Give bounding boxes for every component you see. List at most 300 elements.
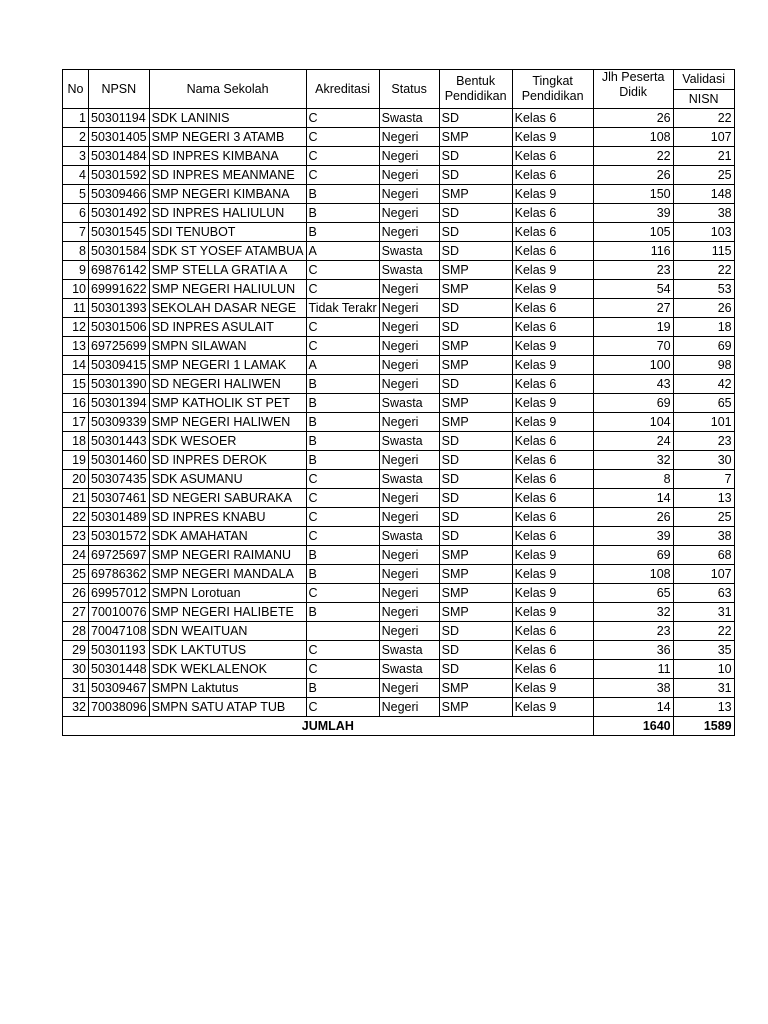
cell-jlh-peserta-didik: 70 [593, 337, 673, 356]
cell-tingkat-pendidikan: Kelas 6 [512, 242, 593, 261]
cell-nisn: 38 [673, 204, 734, 223]
table-row [63, 356, 735, 375]
cell-bentuk-pendidikan: SD [439, 223, 512, 242]
cell-no: 3 [63, 147, 89, 166]
cell-bentuk-pendidikan: SD [439, 109, 512, 128]
cell-nama-sekolah: SDK WEKLALENOK [149, 660, 306, 679]
cell-no: 22 [63, 508, 89, 527]
cell-npsn: 50309339 [89, 413, 150, 432]
cell-nisn: 42 [673, 375, 734, 394]
cell-tingkat-pendidikan: Kelas 6 [512, 622, 593, 641]
cell-nama-sekolah: SMP NEGERI HALIULUN [149, 280, 306, 299]
cell-nama-sekolah: SMP NEGERI HALIBETE [149, 603, 306, 622]
cell-akreditasi: C [306, 660, 379, 679]
cell-akreditasi: B [306, 185, 379, 204]
cell-akreditasi: C [306, 318, 379, 337]
cell-bentuk-pendidikan: SD [439, 622, 512, 641]
cell-bentuk-pendidikan: SD [439, 508, 512, 527]
cell-no: 11 [63, 299, 89, 318]
table-row [63, 299, 735, 318]
cell-status: Swasta [379, 261, 439, 280]
cell-no: 17 [63, 413, 89, 432]
cell-tingkat-pendidikan: Kelas 6 [512, 223, 593, 242]
cell-bentuk-pendidikan: SD [439, 242, 512, 261]
cell-bentuk-pendidikan: SD [439, 166, 512, 185]
cell-status: Negeri [379, 622, 439, 641]
cell-jlh-peserta-didik: 69 [593, 546, 673, 565]
cell-nama-sekolah: SMPN SILAWAN [149, 337, 306, 356]
cell-jlh-peserta-didik: 116 [593, 242, 673, 261]
cell-npsn: 50301394 [89, 394, 150, 413]
cell-bentuk-pendidikan: SMP [439, 261, 512, 280]
cell-npsn: 50301193 [89, 641, 150, 660]
cell-nama-sekolah: SMPN SATU ATAP TUB [149, 698, 306, 717]
cell-nama-sekolah: SD INPRES MEANMANE [149, 166, 306, 185]
cell-npsn: 50301572 [89, 527, 150, 546]
table-row [63, 242, 735, 261]
cell-nama-sekolah: SDK LANINIS [149, 109, 306, 128]
cell-nama-sekolah: SD INPRES KIMBANA [149, 147, 306, 166]
table-row [63, 470, 735, 489]
table-row [63, 546, 735, 565]
cell-nama-sekolah: SDK WESOER [149, 432, 306, 451]
cell-nama-sekolah: SD INPRES DEROK [149, 451, 306, 470]
table-row [63, 565, 735, 584]
cell-nama-sekolah: SDK ST YOSEF ATAMBUA [149, 242, 306, 261]
cell-bentuk-pendidikan: SMP [439, 128, 512, 147]
cell-npsn: 70038096 [89, 698, 150, 717]
cell-tingkat-pendidikan: Kelas 6 [512, 451, 593, 470]
cell-nisn: 23 [673, 432, 734, 451]
cell-bentuk-pendidikan: SD [439, 527, 512, 546]
cell-bentuk-pendidikan: SMP [439, 337, 512, 356]
cell-no: 4 [63, 166, 89, 185]
cell-status: Negeri [379, 508, 439, 527]
cell-bentuk-pendidikan: SD [439, 489, 512, 508]
cell-no: 30 [63, 660, 89, 679]
cell-nisn: 53 [673, 280, 734, 299]
total-jlh-peserta-didik: 1640 [593, 717, 673, 736]
cell-nisn: 25 [673, 166, 734, 185]
cell-bentuk-pendidikan: SD [439, 660, 512, 679]
cell-nisn: 13 [673, 489, 734, 508]
header-nama-sekolah: Nama Sekolah [149, 70, 306, 109]
cell-status: Negeri [379, 185, 439, 204]
cell-nisn: 7 [673, 470, 734, 489]
cell-npsn: 50301405 [89, 128, 150, 147]
cell-status: Negeri [379, 223, 439, 242]
cell-nisn: 107 [673, 565, 734, 584]
header-no: No [63, 70, 89, 109]
cell-status: Swasta [379, 470, 439, 489]
cell-nisn: 65 [673, 394, 734, 413]
table-row [63, 394, 735, 413]
cell-bentuk-pendidikan: SD [439, 470, 512, 489]
cell-status: Negeri [379, 451, 439, 470]
cell-bentuk-pendidikan: SMP [439, 413, 512, 432]
cell-npsn: 70047108 [89, 622, 150, 641]
cell-npsn: 69876142 [89, 261, 150, 280]
cell-nisn: 31 [673, 679, 734, 698]
cell-no: 7 [63, 223, 89, 242]
cell-jlh-peserta-didik: 69 [593, 394, 673, 413]
table-row [63, 679, 735, 698]
cell-tingkat-pendidikan: Kelas 6 [512, 318, 593, 337]
cell-nama-sekolah: SDN WEAITUAN [149, 622, 306, 641]
cell-status: Negeri [379, 337, 439, 356]
cell-tingkat-pendidikan: Kelas 9 [512, 546, 593, 565]
cell-jlh-peserta-didik: 39 [593, 204, 673, 223]
cell-nisn: 101 [673, 413, 734, 432]
cell-akreditasi: Tidak Terakr [306, 299, 379, 318]
table-row [63, 660, 735, 679]
cell-nisn: 98 [673, 356, 734, 375]
cell-nisn: 22 [673, 622, 734, 641]
cell-nisn: 13 [673, 698, 734, 717]
cell-tingkat-pendidikan: Kelas 9 [512, 261, 593, 280]
cell-status: Swasta [379, 660, 439, 679]
cell-bentuk-pendidikan: SMP [439, 356, 512, 375]
cell-akreditasi: C [306, 470, 379, 489]
cell-bentuk-pendidikan: SD [439, 641, 512, 660]
cell-akreditasi: A [306, 242, 379, 261]
cell-nama-sekolah: SMP STELLA GRATIA A [149, 261, 306, 280]
table-row [63, 641, 735, 660]
cell-tingkat-pendidikan: Kelas 6 [512, 508, 593, 527]
cell-status: Negeri [379, 413, 439, 432]
cell-nisn: 63 [673, 584, 734, 603]
cell-npsn: 69957012 [89, 584, 150, 603]
cell-status: Negeri [379, 489, 439, 508]
cell-nisn: 103 [673, 223, 734, 242]
cell-akreditasi: C [306, 641, 379, 660]
header-row [63, 70, 735, 90]
table-row [63, 337, 735, 356]
cell-jlh-peserta-didik: 23 [593, 261, 673, 280]
cell-nama-sekolah: SD INPRES ASULAIT [149, 318, 306, 337]
cell-nisn: 35 [673, 641, 734, 660]
cell-no: 13 [63, 337, 89, 356]
cell-npsn: 50301194 [89, 109, 150, 128]
cell-status: Negeri [379, 565, 439, 584]
cell-npsn: 50301545 [89, 223, 150, 242]
total-row [63, 717, 735, 736]
cell-nisn: 115 [673, 242, 734, 261]
cell-akreditasi: C [306, 508, 379, 527]
cell-tingkat-pendidikan: Kelas 6 [512, 660, 593, 679]
cell-bentuk-pendidikan: SMP [439, 565, 512, 584]
cell-tingkat-pendidikan: Kelas 9 [512, 584, 593, 603]
cell-akreditasi [306, 622, 379, 641]
cell-akreditasi: C [306, 527, 379, 546]
cell-akreditasi: C [306, 261, 379, 280]
cell-tingkat-pendidikan: Kelas 6 [512, 299, 593, 318]
cell-tingkat-pendidikan: Kelas 9 [512, 337, 593, 356]
cell-tingkat-pendidikan: Kelas 9 [512, 280, 593, 299]
cell-bentuk-pendidikan: SD [439, 451, 512, 470]
cell-no: 19 [63, 451, 89, 470]
cell-no: 27 [63, 603, 89, 622]
cell-jlh-peserta-didik: 24 [593, 432, 673, 451]
header-nisn: NISN [673, 90, 734, 109]
cell-nama-sekolah: SD NEGERI SABURAKA [149, 489, 306, 508]
cell-tingkat-pendidikan: Kelas 9 [512, 128, 593, 147]
cell-no: 5 [63, 185, 89, 204]
cell-nama-sekolah: SDK ASUMANU [149, 470, 306, 489]
table-row [63, 261, 735, 280]
cell-bentuk-pendidikan: SD [439, 147, 512, 166]
cell-tingkat-pendidikan: Kelas 9 [512, 356, 593, 375]
cell-akreditasi: C [306, 584, 379, 603]
cell-bentuk-pendidikan: SD [439, 375, 512, 394]
header-tingkat-pendidikan: Tingkat Pendidikan [512, 70, 593, 109]
table-body [63, 109, 735, 717]
cell-jlh-peserta-didik: 23 [593, 622, 673, 641]
cell-status: Negeri [379, 584, 439, 603]
cell-status: Negeri [379, 166, 439, 185]
cell-tingkat-pendidikan: Kelas 6 [512, 166, 593, 185]
cell-akreditasi: C [306, 280, 379, 299]
cell-tingkat-pendidikan: Kelas 9 [512, 413, 593, 432]
cell-npsn: 50307435 [89, 470, 150, 489]
cell-tingkat-pendidikan: Kelas 6 [512, 147, 593, 166]
cell-nisn: 68 [673, 546, 734, 565]
cell-no: 9 [63, 261, 89, 280]
cell-no: 6 [63, 204, 89, 223]
cell-tingkat-pendidikan: Kelas 6 [512, 204, 593, 223]
cell-npsn: 50307461 [89, 489, 150, 508]
cell-bentuk-pendidikan: SMP [439, 698, 512, 717]
cell-npsn: 69725697 [89, 546, 150, 565]
cell-status: Swasta [379, 109, 439, 128]
cell-npsn: 50301460 [89, 451, 150, 470]
cell-npsn: 50301489 [89, 508, 150, 527]
cell-tingkat-pendidikan: Kelas 6 [512, 432, 593, 451]
cell-npsn: 50301492 [89, 204, 150, 223]
cell-status: Negeri [379, 356, 439, 375]
table-row [63, 584, 735, 603]
cell-npsn: 70010076 [89, 603, 150, 622]
cell-jlh-peserta-didik: 108 [593, 565, 673, 584]
cell-no: 20 [63, 470, 89, 489]
header-npsn: NPSN [89, 70, 150, 109]
cell-nisn: 107 [673, 128, 734, 147]
cell-npsn: 50301484 [89, 147, 150, 166]
cell-akreditasi: B [306, 394, 379, 413]
cell-no: 15 [63, 375, 89, 394]
cell-npsn: 69991622 [89, 280, 150, 299]
cell-status: Negeri [379, 147, 439, 166]
cell-nisn: 18 [673, 318, 734, 337]
cell-bentuk-pendidikan: SD [439, 432, 512, 451]
cell-jlh-peserta-didik: 19 [593, 318, 673, 337]
cell-npsn: 50301506 [89, 318, 150, 337]
cell-nama-sekolah: SDI TENUBOT [149, 223, 306, 242]
cell-jlh-peserta-didik: 36 [593, 641, 673, 660]
cell-status: Negeri [379, 679, 439, 698]
cell-no: 12 [63, 318, 89, 337]
cell-no: 10 [63, 280, 89, 299]
cell-no: 24 [63, 546, 89, 565]
cell-nisn: 21 [673, 147, 734, 166]
cell-jlh-peserta-didik: 26 [593, 109, 673, 128]
cell-no: 8 [63, 242, 89, 261]
cell-nama-sekolah: SMPN Laktutus [149, 679, 306, 698]
cell-nisn: 26 [673, 299, 734, 318]
cell-jlh-peserta-didik: 22 [593, 147, 673, 166]
cell-jlh-peserta-didik: 105 [593, 223, 673, 242]
cell-npsn: 50301584 [89, 242, 150, 261]
cell-jlh-peserta-didik: 108 [593, 128, 673, 147]
table-row [63, 109, 735, 128]
cell-tingkat-pendidikan: Kelas 9 [512, 394, 593, 413]
table-row [63, 375, 735, 394]
cell-status: Swasta [379, 432, 439, 451]
cell-tingkat-pendidikan: Kelas 9 [512, 679, 593, 698]
cell-akreditasi: C [306, 166, 379, 185]
table-row [63, 204, 735, 223]
cell-jlh-peserta-didik: 54 [593, 280, 673, 299]
cell-no: 28 [63, 622, 89, 641]
cell-tingkat-pendidikan: Kelas 9 [512, 565, 593, 584]
cell-status: Negeri [379, 280, 439, 299]
cell-no: 26 [63, 584, 89, 603]
cell-bentuk-pendidikan: SMP [439, 584, 512, 603]
cell-status: Negeri [379, 698, 439, 717]
cell-status: Swasta [379, 242, 439, 261]
cell-nisn: 22 [673, 261, 734, 280]
cell-nama-sekolah: SD NEGERI HALIWEN [149, 375, 306, 394]
cell-akreditasi: B [306, 565, 379, 584]
cell-akreditasi: B [306, 603, 379, 622]
table-row [63, 489, 735, 508]
cell-no: 18 [63, 432, 89, 451]
cell-akreditasi: C [306, 147, 379, 166]
cell-jlh-peserta-didik: 26 [593, 166, 673, 185]
cell-no: 16 [63, 394, 89, 413]
cell-no: 23 [63, 527, 89, 546]
total-nisn: 1589 [673, 717, 734, 736]
table-row [63, 128, 735, 147]
cell-nisn: 69 [673, 337, 734, 356]
cell-nama-sekolah: SDK AMAHATAN [149, 527, 306, 546]
cell-nama-sekolah: SMP NEGERI KIMBANA [149, 185, 306, 204]
cell-akreditasi: B [306, 204, 379, 223]
cell-no: 2 [63, 128, 89, 147]
cell-akreditasi: C [306, 698, 379, 717]
cell-jlh-peserta-didik: 27 [593, 299, 673, 318]
cell-nisn: 25 [673, 508, 734, 527]
table-row [63, 508, 735, 527]
cell-jlh-peserta-didik: 104 [593, 413, 673, 432]
cell-npsn: 50301592 [89, 166, 150, 185]
cell-akreditasi: C [306, 109, 379, 128]
cell-tingkat-pendidikan: Kelas 6 [512, 470, 593, 489]
cell-akreditasi: A [306, 356, 379, 375]
cell-nama-sekolah: SD INPRES HALIULUN [149, 204, 306, 223]
cell-status: Negeri [379, 204, 439, 223]
table-row [63, 698, 735, 717]
cell-jlh-peserta-didik: 14 [593, 698, 673, 717]
cell-status: Swasta [379, 641, 439, 660]
cell-nisn: 38 [673, 527, 734, 546]
cell-nisn: 10 [673, 660, 734, 679]
header-jlh-peserta-didik: Jlh Peserta Didik [593, 70, 673, 109]
cell-akreditasi: C [306, 128, 379, 147]
cell-nama-sekolah: SD INPRES KNABU [149, 508, 306, 527]
table-row [63, 147, 735, 166]
cell-jlh-peserta-didik: 32 [593, 603, 673, 622]
cell-status: Swasta [379, 527, 439, 546]
cell-status: Negeri [379, 128, 439, 147]
cell-jlh-peserta-didik: 11 [593, 660, 673, 679]
header-bentuk-pendidikan: Bentuk Pendidikan [439, 70, 512, 109]
cell-nama-sekolah: SEKOLAH DASAR NEGE [149, 299, 306, 318]
table-row [63, 223, 735, 242]
cell-nama-sekolah: SMP KATHOLIK ST PET [149, 394, 306, 413]
cell-no: 1 [63, 109, 89, 128]
cell-npsn: 50301393 [89, 299, 150, 318]
cell-akreditasi: B [306, 375, 379, 394]
cell-bentuk-pendidikan: SMP [439, 394, 512, 413]
cell-npsn: 50309415 [89, 356, 150, 375]
cell-status: Negeri [379, 603, 439, 622]
cell-akreditasi: B [306, 679, 379, 698]
cell-nama-sekolah: SDK LAKTUTUS [149, 641, 306, 660]
cell-tingkat-pendidikan: Kelas 9 [512, 603, 593, 622]
cell-bentuk-pendidikan: SMP [439, 679, 512, 698]
school-data-table [62, 69, 735, 736]
table-row [63, 603, 735, 622]
cell-bentuk-pendidikan: SD [439, 204, 512, 223]
cell-jlh-peserta-didik: 65 [593, 584, 673, 603]
cell-akreditasi: B [306, 413, 379, 432]
cell-npsn: 50301448 [89, 660, 150, 679]
cell-akreditasi: C [306, 337, 379, 356]
cell-no: 14 [63, 356, 89, 375]
cell-npsn: 50301443 [89, 432, 150, 451]
cell-npsn: 50309467 [89, 679, 150, 698]
cell-npsn: 69786362 [89, 565, 150, 584]
cell-no: 25 [63, 565, 89, 584]
cell-jlh-peserta-didik: 14 [593, 489, 673, 508]
cell-npsn: 50301390 [89, 375, 150, 394]
cell-jlh-peserta-didik: 39 [593, 527, 673, 546]
cell-status: Negeri [379, 318, 439, 337]
cell-status: Negeri [379, 299, 439, 318]
cell-jlh-peserta-didik: 43 [593, 375, 673, 394]
cell-nama-sekolah: SMP NEGERI RAIMANU [149, 546, 306, 565]
total-label: JUMLAH [63, 717, 594, 736]
cell-nama-sekolah: SMP NEGERI MANDALA [149, 565, 306, 584]
cell-akreditasi: B [306, 451, 379, 470]
cell-bentuk-pendidikan: SMP [439, 280, 512, 299]
cell-nama-sekolah: SMP NEGERI HALIWEN [149, 413, 306, 432]
cell-jlh-peserta-didik: 32 [593, 451, 673, 470]
cell-jlh-peserta-didik: 26 [593, 508, 673, 527]
cell-jlh-peserta-didik: 8 [593, 470, 673, 489]
cell-tingkat-pendidikan: Kelas 9 [512, 185, 593, 204]
cell-npsn: 50309466 [89, 185, 150, 204]
table-row [63, 318, 735, 337]
table-row [63, 185, 735, 204]
header-validasi: Validasi [673, 70, 734, 90]
header-status: Status [379, 70, 439, 109]
cell-tingkat-pendidikan: Kelas 6 [512, 489, 593, 508]
cell-status: Negeri [379, 375, 439, 394]
table-row [63, 622, 735, 641]
cell-tingkat-pendidikan: Kelas 6 [512, 375, 593, 394]
